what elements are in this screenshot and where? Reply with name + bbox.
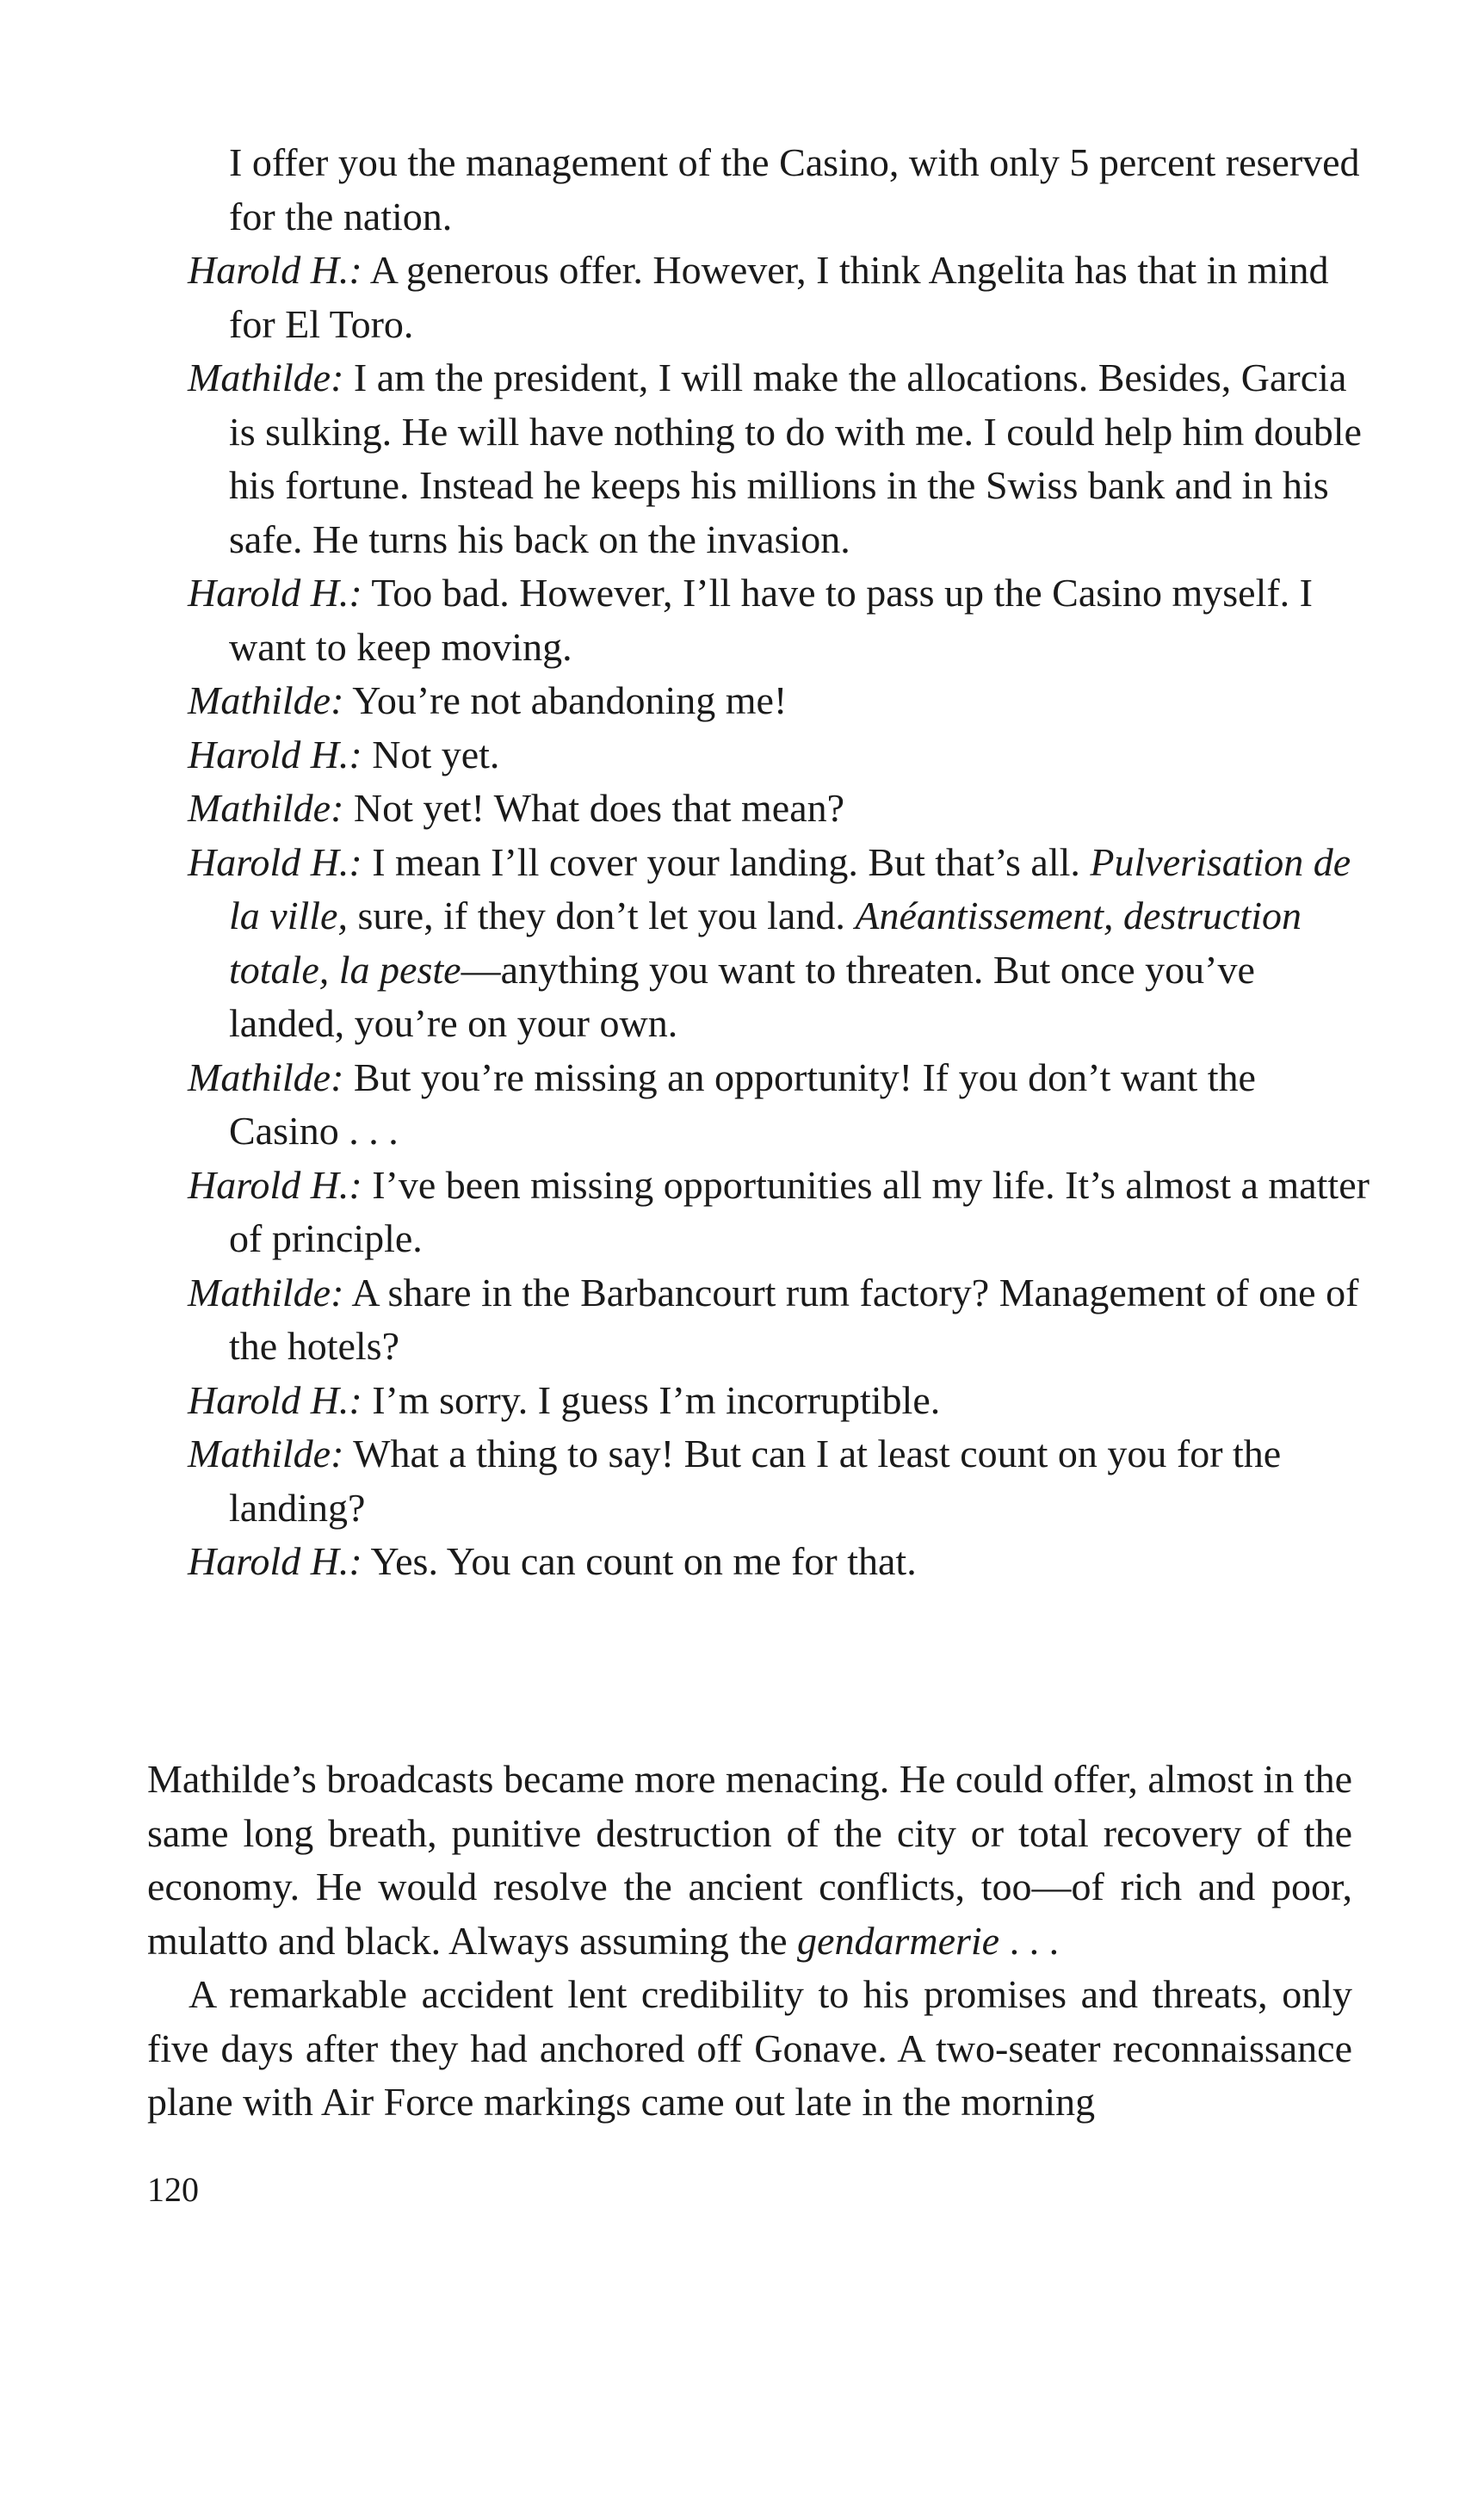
dialogue-text: I mean I’ll cover your landing. But that’s all. [362, 839, 1091, 884]
paragraph-text: Mathilde’s broadcasts became more menacing. He could offer, almost in the same long breath, punitive destruction of the city or total recovery of the economy. He would resolve the ancient conflicts, too—of rich and poor, mulatto and black. Always assuming the [147, 1757, 1352, 1963]
dialogue-text: A generous offer. However, I think Angelita has that in mind for El Toro. [229, 248, 1329, 346]
dialogue-line [188, 244, 1376, 351]
paragraph [147, 1968, 1352, 2130]
french-term: gendarmerie [797, 1918, 1000, 1963]
dialogue-line [188, 674, 1376, 728]
speaker-name: Mathilde: [188, 356, 344, 399]
dialogue-text: But you’re missing an opportunity! If you don’t want the Casino . . . [229, 1055, 1256, 1153]
speaker-name: Mathilde: [188, 1432, 344, 1475]
french-phrase: Anéantissement, destruction totale, la peste [229, 894, 1302, 992]
dialogue-text: I’m sorry. I guess I’m incorruptible. [362, 1377, 941, 1422]
speaker-name: Mathilde: [188, 1055, 344, 1099]
dialogue-text: —anything you want to threaten. But once you’ve landed, you’re on your own. [229, 947, 1255, 1045]
dialogue-block [188, 136, 1376, 1589]
speaker-name: Harold H.: [188, 732, 362, 776]
dialogue-line [188, 782, 1376, 836]
dialogue-text: I am the president, I will make the allocations. Besides, Garcia is sulking. He will have nothing to do with me. I could help him double his fortune. Instead he keeps his millions in the Swiss bank and in his safe. He turns his back on the invasion. [229, 356, 1362, 561]
page-number: 120 [147, 2170, 199, 2209]
speaker-name: Mathilde: [188, 1270, 344, 1314]
dialogue-text: Yes. You can count on me for that. [362, 1539, 917, 1583]
dialogue-text: Not yet. [362, 732, 500, 776]
speaker-name: Harold H.: [188, 248, 362, 292]
dialogue-line [188, 566, 1376, 674]
dialogue-text: I offer you the management of the Casino, with only 5 percent reserved for the nation. [229, 140, 1360, 238]
speaker-name: Harold H.: [188, 839, 362, 884]
dialogue-line [188, 1374, 1376, 1428]
dialogue-text: You’re not abandoning me! [343, 678, 788, 722]
dialogue-text: Too bad. However, I’ll have to pass up the Casino myself. I want to keep moving. [229, 571, 1313, 669]
dialogue-text: What a thing to say! But can I at least count on you for the landing? [229, 1432, 1282, 1530]
dialogue-text: sure, if they don’t let you land. [347, 894, 856, 937]
paragraph [147, 1753, 1352, 1968]
dialogue-line [188, 1051, 1376, 1159]
dialogue-text: A share in the Barbancourt rum factory? Management of one of the hotels? [229, 1270, 1359, 1368]
speaker-name: Harold H.: [188, 1162, 362, 1207]
dialogue-line [188, 1427, 1376, 1535]
dialogue-text: Not yet! What does that mean? [343, 786, 845, 830]
speaker-name: Harold H.: [188, 1377, 362, 1422]
dialogue-line [188, 1266, 1376, 1374]
dialogue-line [188, 1535, 1376, 1589]
paragraph-text: . . . [999, 1918, 1060, 1963]
dialogue-line [188, 351, 1376, 566]
paragraph-text: A remarkable accident lent credibility to his promises and threats, only five days after they had anchored off Gonave. A two-seater reconnaissance plane with Air Force markings came out late in the morning [147, 1972, 1352, 2124]
speaker-name: Harold H.: [188, 571, 362, 615]
prose-block [147, 1753, 1352, 2130]
french-phrase: Pulverisation de la ville, [229, 839, 1351, 937]
dialogue-line [188, 1159, 1376, 1266]
dialogue-text: I’ve been missing opportunities all my life. It’s almost a matter of principle. [229, 1162, 1370, 1260]
dialogue-line [188, 728, 1376, 782]
dialogue-line [188, 836, 1376, 1051]
dialogue-line [188, 136, 1376, 244]
speaker-name: Mathilde: [188, 678, 344, 722]
speaker-name: Mathilde: [188, 786, 344, 830]
speaker-name: Harold H.: [188, 1539, 362, 1583]
